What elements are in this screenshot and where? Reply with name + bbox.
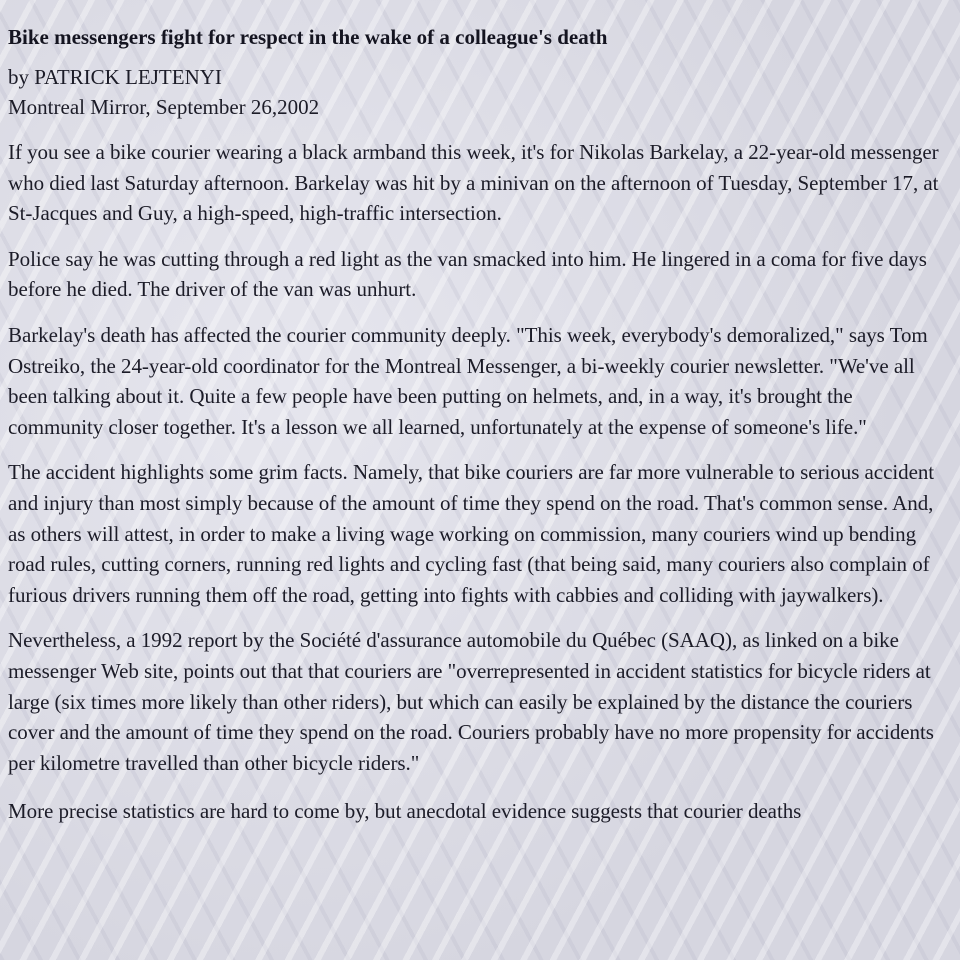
article xyxy=(8,22,952,827)
article-headline: Bike messengers fight for respect in the wake of a colleague's death xyxy=(8,25,608,49)
article-paragraph: Police say he was cutting through a red light as the van smacked into him. He lingered in a coma for five days before he died. The driver of the van was unhurt. xyxy=(8,246,927,302)
article-byline: by PATRICK LEJTENYI xyxy=(8,65,222,89)
article-paragraph: The accident highlights some grim facts. Namely, that bike couriers are far more vulnerable to serious accident and injury than most simply because of the amount of time they spend on the road. That's common sense. And, as others will attest, in order to make a living wage working on commission, many couriers wind up bending road rules, cutting corners, running red lights and cycling fast (that being said, many couriers also complain of furious drivers running them off the road, getting into fights with cabbies and colliding with jaywalkers). xyxy=(8,460,935,607)
article-paragraph: If you see a bike courier wearing a black armband this week, it's for Nikolas Barkelay, a 22-year-old messenger who died last Saturday afternoon. Barkelay was hit by a minivan on the afternoon of Tuesday, September 17, at St-Jacques and Guy, a high-speed, high-traffic intersection. xyxy=(8,140,939,226)
article-source: Montreal Mirror, September 26,2002 xyxy=(8,95,320,119)
article-meta xyxy=(8,62,952,122)
article-paragraph: More precise statistics are hard to come by, but anecdotal evidence suggests that courier deaths xyxy=(8,799,802,824)
article-paragraph: Barkelay's death has affected the courier community deeply. "This week, everybody's demoralized," says Tom Ostreiko, the 24-year-old coordinator for the Montreal Messenger, a bi-weekly courier newsletter. "We've all been talking about it. Quite a few people have been putting on helmets, and, in a way, it's brought the community closer together. It's a lesson we all learned, unfortunately at the expense of someone's life." xyxy=(8,322,928,439)
article-paragraph: Nevertheless, a 1992 report by the Société d'assurance automobile du Québec (SAAQ), as linked on a bike messenger Web site, points out that that couriers are "overrepresented in accident statistics for bicycle riders at large (six times more likely than other riders), but which can easily be explained by the distance the couriers cover and the amount of time they spend on the road. Couriers probably have no more propensity for accidents per kilometre travelled than other bicycle riders." xyxy=(8,628,934,775)
